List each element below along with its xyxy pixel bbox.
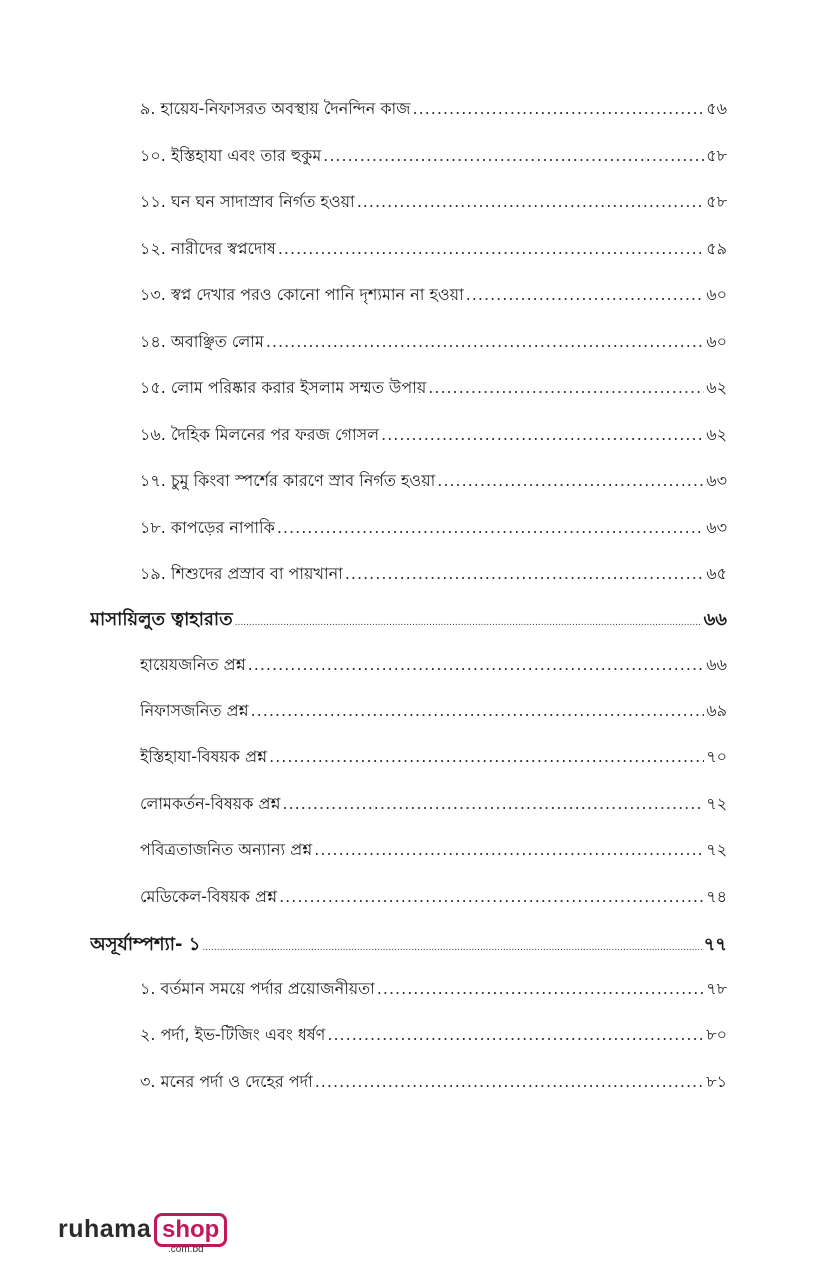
toc-entry[interactable] (140, 884, 727, 911)
toc-entry-title: ৩. মনের পর্দা ও দেহের পর্দা (140, 1072, 313, 1091)
dot-leader (251, 701, 705, 720)
toc-entry[interactable] (140, 652, 727, 679)
toc-entry[interactable] (140, 282, 727, 309)
dot-leader (466, 285, 704, 304)
toc-entry-title: ইস্তিহাযা-বিষয়ক প্রশ্ন (140, 747, 268, 766)
toc-entry-title: লোমকর্তন-বিষয়ক প্রশ্ন (140, 794, 281, 813)
toc-entry-page: ৭৪ (706, 887, 727, 906)
dot-leader (357, 192, 705, 211)
toc-entry-page: ৬২ (706, 378, 727, 397)
dot-leader (269, 747, 704, 766)
toc-entry-title: ১০. ইস্তিহাযা এবং তার হুকুম (140, 146, 322, 165)
toc-entry-page: ৫৬ (706, 99, 727, 118)
toc-entry[interactable] (140, 1022, 727, 1049)
dot-leader (327, 1025, 704, 1044)
toc-entry[interactable] (140, 468, 727, 495)
dot-leader (345, 564, 704, 583)
toc-entry-title: পবিত্রতাজনিত অন্যান্য প্রশ্ন (140, 840, 313, 859)
dot-leader (202, 943, 701, 953)
toc-entry-title: ১৮. কাপড়ের নাপাকি (140, 518, 275, 537)
logo-domain-text: .com.bd (168, 1244, 204, 1255)
toc-entry-page: ৬৫ (706, 564, 727, 583)
toc-entry-page: ৬৩ (706, 518, 727, 537)
toc-entry-title: মেডিকেল-বিষয়ক প্রশ্ন (140, 887, 278, 906)
toc-entry-title: ১৩. স্বপ্ন দেখার পরও কোনো পানি দৃশ্যমান না হওয়া (140, 285, 464, 304)
toc-entry-page: ৮০ (706, 1025, 727, 1044)
toc-entry[interactable] (140, 837, 727, 864)
toc-entry[interactable] (140, 422, 727, 449)
dot-leader (413, 99, 705, 118)
toc-entry[interactable] (140, 189, 727, 216)
toc-entry-title: ১৪. অবাঞ্ছিত লোম (140, 332, 264, 351)
dot-leader (278, 239, 704, 258)
toc-entry[interactable] (140, 1069, 727, 1096)
toc-entry[interactable] (140, 791, 727, 818)
toc-entry-title: ১১. ঘন ঘন সাদাস্রাব নির্গত হওয়া (140, 192, 355, 211)
toc-entry-title: ১২. নারীদের স্বপ্নদোষ (140, 239, 276, 258)
logo-ruhama-text: ruhama (58, 1215, 152, 1243)
toc-entry-page: ৭৮ (706, 979, 727, 998)
dot-leader (282, 794, 704, 813)
toc-entry[interactable] (140, 375, 727, 402)
section-title: মাসায়িলুত ত্বাহারাত (90, 609, 233, 630)
toc-entry-page: ৭২ (706, 840, 727, 859)
dot-leader (277, 518, 704, 537)
toc-entry-page: ৬২ (706, 425, 727, 444)
toc-entry-title: ১৫. লোম পরিষ্কার করার ইসলাম সম্মত উপায় (140, 378, 427, 397)
logo-shop-badge: shop (154, 1213, 227, 1247)
dot-leader (381, 425, 704, 444)
toc-entry[interactable] (140, 515, 727, 542)
toc-entry-title: ১৭. চুমু কিংবা স্পর্শের কারণে স্রাব নির্গত হওয়া (140, 471, 436, 490)
toc-entry-page: ৭০ (706, 747, 727, 766)
toc-entry-page: ৮১ (706, 1072, 727, 1091)
toc-entry[interactable] (140, 236, 727, 263)
toc-entry-title: হায়েযজনিত প্রশ্ন (140, 655, 246, 674)
toc-entry[interactable] (140, 561, 727, 588)
dot-leader (437, 471, 704, 490)
dot-leader (323, 146, 704, 165)
section-page: ৭৭ (703, 934, 727, 955)
toc-section-heading[interactable] (90, 605, 727, 636)
toc-entry-title: ১. বর্তমান সময়ে পর্দার প্রয়োজনীয়তা (140, 979, 375, 998)
toc-entry[interactable] (140, 976, 727, 1003)
toc-entry-title: নিফাসজনিত প্রশ্ন (140, 701, 249, 720)
toc-entry-page: ৬৬ (706, 655, 727, 674)
toc-entry-page: ৭২ (706, 794, 727, 813)
dot-leader (279, 887, 704, 906)
dot-leader (266, 332, 704, 351)
toc-entry-page: ৫৮ (706, 146, 727, 165)
section-title: অসূর্যাম্পশ্যা- ১ (90, 934, 201, 955)
dot-leader (248, 655, 705, 674)
toc-entry-page: ৬০ (706, 285, 727, 304)
toc-entry-page: ৬৩ (706, 471, 727, 490)
toc-entry[interactable] (140, 143, 727, 170)
toc-entry-title: ১৯. শিশুদের প্রস্রাব বা পায়খানা (140, 564, 343, 583)
dot-leader (315, 1072, 705, 1091)
toc-entry-page: ৬০ (706, 332, 727, 351)
dot-leader (314, 840, 704, 859)
dot-leader (377, 979, 704, 998)
toc-entry[interactable] (140, 698, 727, 725)
toc-entry[interactable] (140, 329, 727, 356)
toc-entry-page: ৫৯ (706, 239, 727, 258)
dot-leader (235, 618, 702, 628)
toc-entry-title: ২. পর্দা, ইভ-টিজিং এবং ধর্ষণ (140, 1025, 326, 1044)
toc-entry[interactable] (140, 96, 727, 123)
toc-section-heading[interactable] (90, 930, 727, 961)
dot-leader (428, 378, 704, 397)
toc-entry-title: ১৬. দৈহিক মিলনের পর ফরজ গোসল (140, 425, 380, 444)
toc-entry[interactable] (140, 744, 727, 771)
section-page: ৬৬ (703, 609, 727, 630)
toc-entry-page: ৫৮ (706, 192, 727, 211)
toc-entry-title: ৯. হায়েয-নিফাসরত অবস্থায় দৈনন্দিন কাজ (140, 99, 411, 118)
toc-entry-page: ৬৯ (706, 701, 727, 720)
